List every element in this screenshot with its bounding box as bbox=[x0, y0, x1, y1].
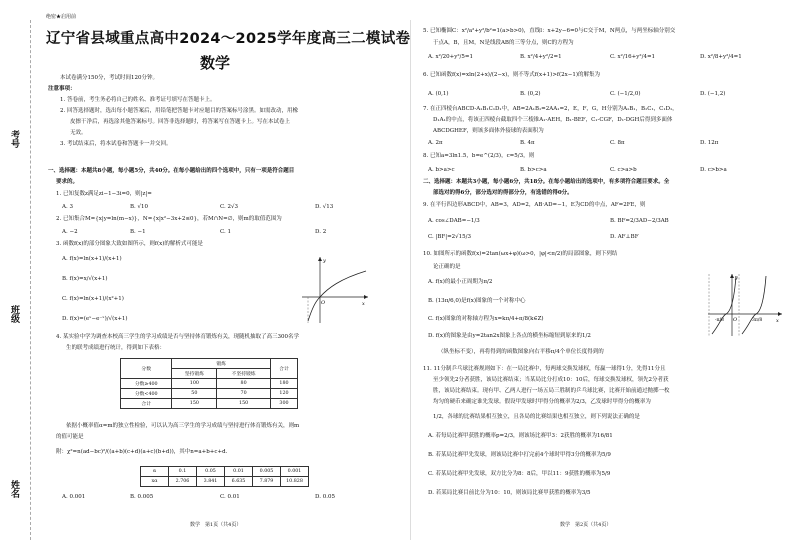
k-cell: 0.005 bbox=[253, 467, 281, 477]
table-cell: 300 bbox=[270, 399, 297, 409]
table-cell: 合计 bbox=[121, 399, 172, 409]
q4-stem-b: 生的联考成绩进行统计，得到如下表格： bbox=[66, 345, 166, 351]
page-footer-left: 数学 第1页（共4页） bbox=[190, 522, 242, 528]
table-cell: 120 bbox=[270, 389, 297, 399]
k-cell: α bbox=[141, 467, 169, 477]
k-cell: 7.879 bbox=[253, 477, 281, 487]
q8-opt-a: A. b>a>c bbox=[428, 167, 455, 173]
table-cell: 80 bbox=[217, 379, 271, 389]
table-cell: 100 bbox=[172, 379, 217, 389]
q1-opt-a: A. 3 bbox=[62, 204, 73, 210]
graph-y-label: y bbox=[323, 258, 326, 264]
q4-stem-d: 的值可能是 bbox=[56, 434, 84, 440]
q7-stem-c: ABCDGHEF，则该多面体外接球的表面积为 bbox=[433, 128, 544, 134]
table-cell: 150 bbox=[172, 399, 217, 409]
q11-stem-d: 均匀的硬币来确定谁先发球。假设甲发球时甲得分的概率为2/3，乙发球时甲得分的概率为 bbox=[433, 399, 651, 405]
table-cell: 分数<400 bbox=[121, 389, 172, 399]
q11-stem-b: 至少领先2分者获胜，该局比赛结束；当某局比分打成10：10后，每球交换发球权，领先2分者获 bbox=[433, 377, 669, 383]
q11-stem-c: 胜，该局比赛结束。现有甲、乙两人进行一场五局三胜制的乒乓球比赛，比赛开始前通过抛掷一枚 bbox=[433, 388, 670, 394]
page-footer-right: 数学 第2页（共4页） bbox=[560, 522, 612, 528]
q9-opt-c: C. |BF|=2√15/3 bbox=[428, 234, 472, 240]
q9-opt-a: A. cos∠DAB=−1/3 bbox=[428, 218, 480, 224]
q4-opt-d: D. 0.05 bbox=[315, 494, 335, 500]
table-header-exercise: 锻炼 bbox=[172, 359, 271, 369]
q11-opt-b: B. 若某局比赛甲先发球，则该局比赛中打完前4个球时甲得3分的概率为5/9 bbox=[428, 452, 611, 458]
q5-opt-b: B. x²/4+y²/2=1 bbox=[520, 54, 562, 60]
k-cell: xα bbox=[141, 477, 169, 487]
table-row bbox=[121, 399, 298, 409]
q8-opt-c: C. c>a>b bbox=[610, 167, 637, 173]
notice-2a: 2. 回答选择题时，选出每小题答案后，用铅笔把答题卡对应题目的答案标号涂黑。如需改动，用橡 bbox=[60, 108, 298, 114]
q6-stem: 6. 已知函数f(x)=xln(2+x)/(2−x)，则不等式f(x+1)>f(2x−1)的解集为 bbox=[423, 72, 600, 78]
section2-heading-b: 部选对的得6分，部分选对的得部分分，有选错的得0分。 bbox=[433, 190, 573, 196]
q11-opt-c: C. 若某局比赛甲先发球，双方比分为8：8后，甲以11：9获胜的概率为5/9 bbox=[428, 471, 611, 477]
q6-opt-d: D. (−1,2) bbox=[700, 91, 726, 97]
q1-stem: 1. 已知复数z满足zi−1−3i=0，则|z|= bbox=[56, 191, 152, 197]
graph-x-label: x bbox=[362, 301, 365, 307]
section1-heading-b: 要求的。 bbox=[56, 179, 79, 185]
q6-opt-b: B. (0,2) bbox=[520, 91, 541, 97]
q7-stem-a: 7. 在正四棱台ABCD-A₁B₁C₁D₁中，AB=2A₁B₁=2AA₁=2，E，F，G，H分别为A₁B₁，B₁C₁，C₁D₁， bbox=[423, 106, 678, 112]
q4-opt-c: C. 0.01 bbox=[220, 494, 240, 500]
q7-opt-d: D. 12π bbox=[700, 140, 719, 146]
q1-opt-d: D. √13 bbox=[315, 204, 334, 210]
subject-title: 数学 bbox=[200, 54, 231, 72]
class-label: 班级 bbox=[9, 305, 19, 323]
q5-opt-c: C. x²/16+y²/4=1 bbox=[610, 54, 656, 60]
k-cell: 0.05 bbox=[197, 467, 225, 477]
tan-tick-left: -π/8 bbox=[715, 318, 724, 323]
tan-y-label: y bbox=[735, 275, 738, 281]
table-row bbox=[121, 389, 298, 399]
table-header-score: 分数 bbox=[121, 359, 172, 379]
secret-mark: 绝密★启用前 bbox=[46, 14, 77, 20]
q2-opt-a: A. −2 bbox=[62, 229, 78, 235]
tan-x-label: x bbox=[776, 318, 779, 324]
q9-opt-d: D. AF⊥BF bbox=[610, 234, 639, 240]
q5-stem-b: 于点A，B，且M，N是线段AB的三等分点，则C的方程为 bbox=[433, 40, 574, 46]
q7-opt-c: C. 8π bbox=[610, 140, 625, 146]
q7-stem-b: D₁A₁的中点，将该正四棱台截取四个三棱锥A₁-AEH，B₁-BEF，C₁-CGF，D₁-DGH后得到多面体 bbox=[433, 117, 673, 123]
q10-opt-b: B. (13π/6,0)是f(x)图象的一个对称中心 bbox=[428, 298, 526, 304]
q2-opt-c: C. 1 bbox=[220, 229, 232, 235]
q9-stem: 9. 在平行四边形ABCD中，AB=3，AD=2，AB·AD=−1，E为CD的中点，AF=2FE，则 bbox=[423, 202, 646, 208]
q8-stem: 8. 已知a=3ln1.5，b=e^(2/3)，c=5/3，则 bbox=[423, 153, 535, 159]
q5-opt-d: D. x²/8+y²/4=1 bbox=[700, 54, 742, 60]
graph-origin-label: O bbox=[321, 300, 326, 306]
exam-number-label: 考号 bbox=[9, 130, 19, 148]
q4-opt-b: B. 0.005 bbox=[130, 494, 154, 500]
notice-1: 1. 答卷前，考生务必将自己的姓名、准考证号填写在答题卡上。 bbox=[60, 97, 216, 103]
binding-line bbox=[30, 20, 31, 540]
q7-opt-a: A. 2π bbox=[428, 140, 443, 146]
q2-stem: 2. 已知集合M={x|y=ln(m−x)}，N={x|x²−3x+2≤0}，若M∩N=∅，则m的取值范围为 bbox=[56, 216, 282, 222]
q3-opt-d: D. f(x)=(eˣ−e⁻ˣ)/√(x+1) bbox=[62, 316, 128, 322]
q10-tangent-graph bbox=[706, 272, 784, 338]
q10-stem-a: 10. 如图所示的函数f(x)=2tan(ωx+φ)(ω>0，|φ|<π/2)的局部图象，则下列结 bbox=[423, 251, 618, 257]
q1-opt-c: C. 2√3 bbox=[220, 204, 239, 210]
table-cell: 180 bbox=[270, 379, 297, 389]
q3-opt-b: B. f(x)=x/√(x+1) bbox=[62, 276, 108, 282]
k-cell: 10.828 bbox=[281, 477, 309, 487]
q7-opt-b: B. 4π bbox=[520, 140, 535, 146]
q1-opt-b: B. √10 bbox=[130, 204, 149, 210]
q4-stem-c: 依据小概率值α=m的独立性检验，可以认为高三学生的学习成绩与坚持进行体育锻炼有关，则m bbox=[66, 423, 300, 429]
table-cell: 50 bbox=[172, 389, 217, 399]
table-header-total: 合计 bbox=[270, 359, 297, 379]
q2-opt-b: B. −1 bbox=[130, 229, 146, 235]
q10-stem-b: 论正确的是 bbox=[433, 264, 461, 270]
q3-function-graph bbox=[300, 255, 370, 325]
q9-opt-b: B. BF=2/3AD−2/3AB bbox=[610, 218, 669, 224]
intro-text: 本试卷满分150分，考试时间120分钟。 bbox=[60, 75, 158, 81]
table-cell: 分数≥400 bbox=[121, 379, 172, 389]
q4-contingency-table bbox=[120, 358, 298, 409]
q4-critical-value-table bbox=[140, 466, 309, 487]
q10-opt-d: D. f(x)的图象是由y=2tan2x图象上各点的横坐标缩短到原来的1/2 bbox=[428, 333, 591, 339]
q6-opt-c: C. (−1/2,0) bbox=[610, 91, 641, 97]
q4-stem-a: 4. 某实验中学为调查本校高三学生的学习成绩是否与坚持体育锻炼有关，现随机抽取了高三300名学 bbox=[56, 334, 299, 340]
q11-stem-e: 1/2，各球的比赛结果相互独立，且各局的比赛结果也相互独立，则下列说法正确的是 bbox=[433, 414, 640, 420]
k-cell: 3.841 bbox=[197, 477, 225, 487]
q5-stem-a: 5. 已知椭圆C：x²/a²+y²/b²=1(a>b>0)，直线l：x+2y−6=0与C交于M，N两点，与两坐标轴分别交 bbox=[423, 28, 676, 34]
notice-2b: 皮擦干净后，再选涂其他答案标号。回答非选择题时，将答案写在答题卡上。写在本试卷上 bbox=[70, 119, 291, 125]
k-cell: 6.635 bbox=[225, 477, 253, 487]
table-row bbox=[121, 379, 298, 389]
k-cell: 0.01 bbox=[225, 467, 253, 477]
name-label: 姓名 bbox=[9, 480, 19, 498]
q4-opt-a: A. 0.001 bbox=[62, 494, 86, 500]
q10-stem-c: （纵坐标不变），再将得到的函数图象向右平移π/4个单位长度得到的 bbox=[438, 349, 604, 355]
q11-opt-a: A. 若每局比赛甲获胜的概率p=2/3，则该场比赛甲3：2获胜的概率为16/81 bbox=[428, 433, 613, 439]
q10-opt-a: A. f(x)的最小正周期为π/2 bbox=[428, 279, 493, 285]
table-cell: 150 bbox=[217, 399, 271, 409]
notice-heading: 注意事项： bbox=[48, 86, 76, 92]
q2-opt-d: D. 2 bbox=[315, 229, 327, 235]
page-divider bbox=[410, 20, 411, 540]
table-header-yes: 坚持锻炼 bbox=[172, 369, 217, 379]
k-cell: 2.706 bbox=[169, 477, 197, 487]
section2-heading-a: 二、选择题：本题共3小题，每小题6分，共18分。在每小题给出的选项中，有多项符合题目要求。全 bbox=[423, 179, 670, 185]
tan-tick-right: 3π/8 bbox=[752, 318, 763, 323]
q3-opt-a: A. f(x)=ln(x+1)/(x+1) bbox=[62, 256, 122, 262]
section1-heading-a: 一、选择题：本题共8小题，每小题5分，共40分。在每小题给出的四个选项中，只有一项是符合题目 bbox=[48, 168, 295, 174]
q4-formula: 附：χ²=n(ad−bc)²/((a+b)(c+d)(a+c)(b+d))，其中n=a+b+c+d. bbox=[56, 449, 228, 455]
q3-opt-c: C. f(x)=ln(x+1)/(x²+1) bbox=[62, 296, 124, 302]
q10-opt-c: C. f(x)图象的对称轴方程为x=kπ/4+π/8(k∈Z) bbox=[428, 316, 544, 322]
k-cell: 0.001 bbox=[281, 467, 309, 477]
notice-2c: 无效。 bbox=[70, 130, 87, 136]
q11-stem-a: 11. 11分制乒乓球比赛规则如下：在一局比赛中，每两球交换发球权，每赢一球得1分，先得11分且 bbox=[423, 366, 666, 372]
q5-opt-a: A. x²/20+y²/5=1 bbox=[428, 54, 474, 60]
q6-opt-a: A. (0,1) bbox=[428, 91, 449, 97]
q8-opt-b: B. b>c>a bbox=[520, 167, 547, 173]
q3-stem: 3. 函数f(x)的部分图象大致如图所示，则f(x)的解析式可能是 bbox=[56, 241, 203, 247]
q8-opt-d: D. c>b>a bbox=[700, 167, 727, 173]
notice-3: 3. 考试结束后，将本试卷和答题卡一并交回。 bbox=[60, 141, 172, 147]
table-header-no: 不坚持锻炼 bbox=[217, 369, 271, 379]
exam-title: 辽宁省县域重点高中2024～2025学年度高三二模试卷 bbox=[46, 31, 411, 47]
table-cell: 70 bbox=[217, 389, 271, 399]
tan-origin-label: O bbox=[733, 317, 738, 323]
k-cell: 0.1 bbox=[169, 467, 197, 477]
q11-opt-d: D. 若某局比赛目前比分为10：10，则该局比赛甲获胜的概率为3/5 bbox=[428, 490, 591, 496]
